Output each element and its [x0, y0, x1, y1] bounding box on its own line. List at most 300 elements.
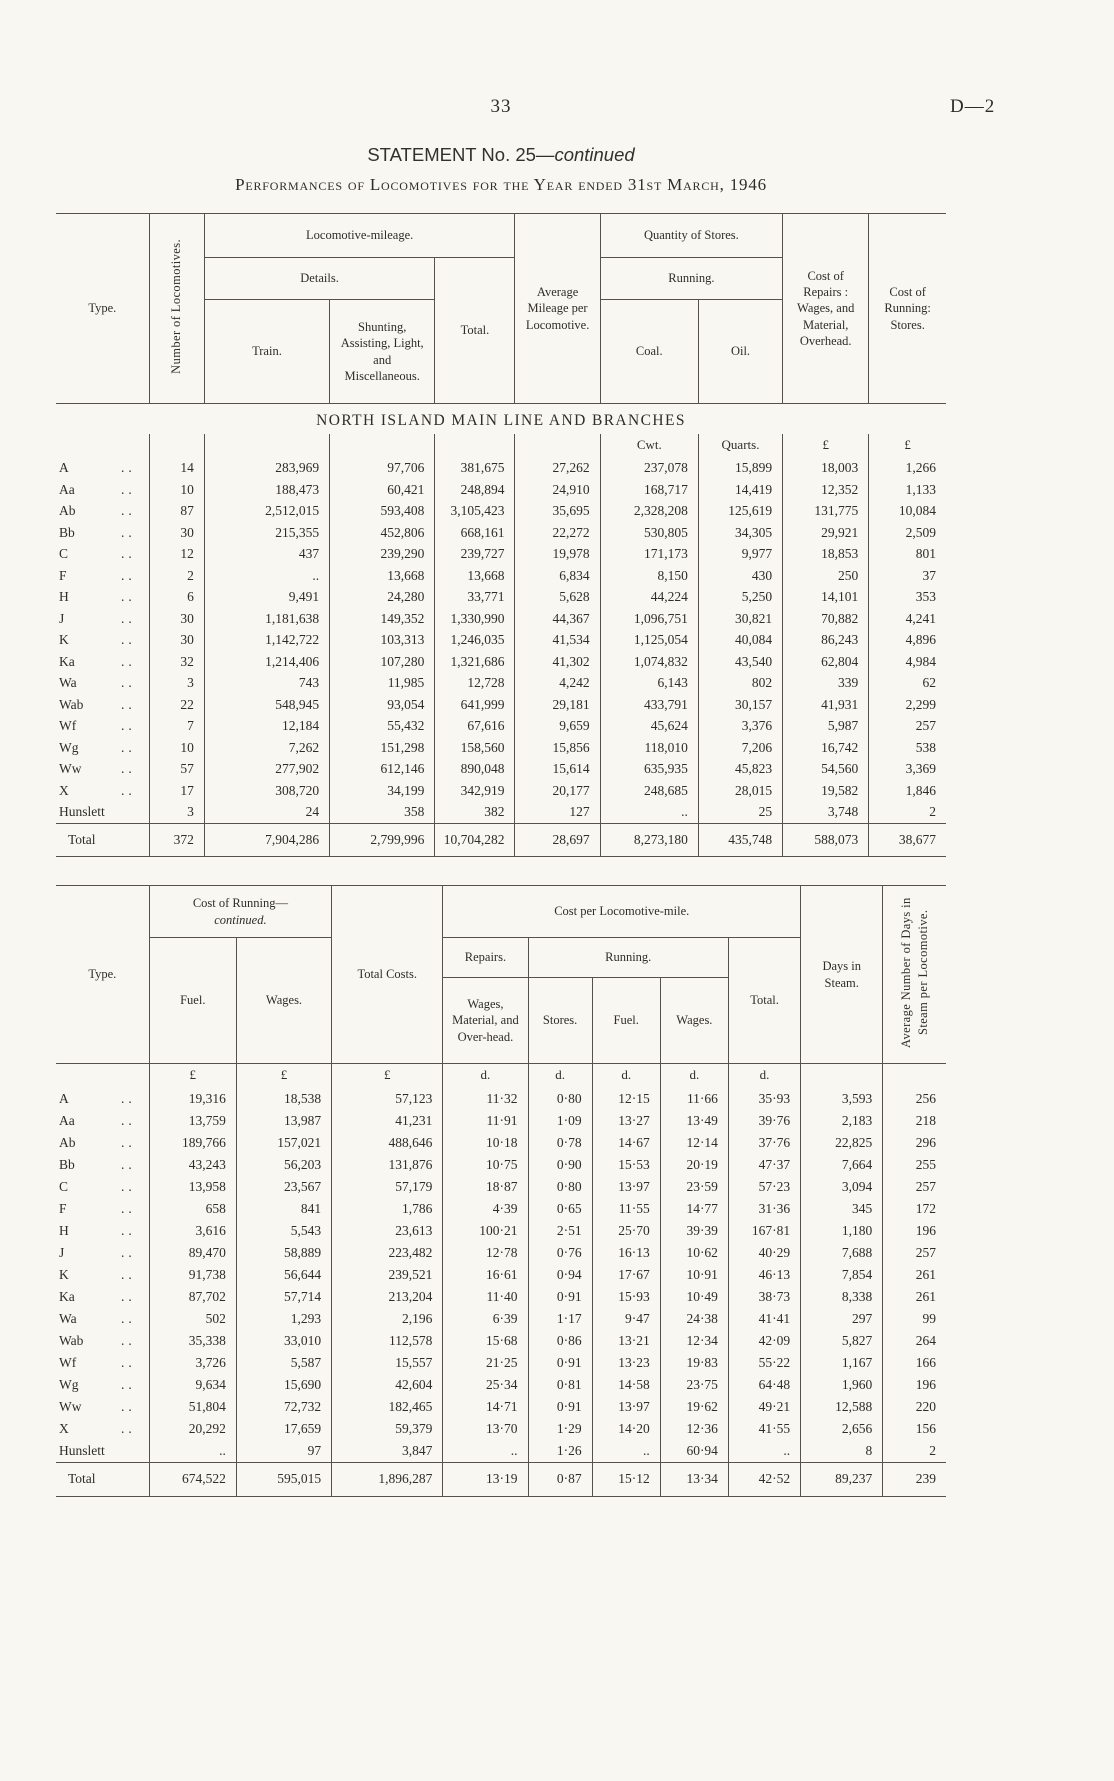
value-cell: 47·37 [728, 1154, 800, 1176]
leader-dots: .. [121, 696, 136, 712]
value-cell: 10 [149, 479, 204, 501]
section-header: NORTH ISLAND MAIN LINE AND BRANCHES [316, 412, 686, 429]
value-cell: 1,321,686 [435, 651, 515, 673]
table1-header [56, 214, 946, 404]
value-cell: 49·21 [728, 1396, 800, 1418]
value-cell: 435,748 [698, 823, 782, 857]
unit-cell [56, 1064, 149, 1089]
value-cell: 13·23 [592, 1352, 660, 1374]
type-label: Bb [59, 524, 75, 540]
value-cell: 12,184 [204, 715, 329, 737]
value-cell: 1,214,406 [204, 651, 329, 673]
value-cell: 60·94 [660, 1440, 728, 1463]
value-cell: 112,578 [332, 1330, 443, 1352]
type-label: Wab [59, 696, 84, 712]
value-cell: 40,084 [698, 629, 782, 651]
value-cell: 38·73 [728, 1286, 800, 1308]
type-label: X [59, 1421, 69, 1436]
value-cell: 10 [149, 737, 204, 759]
value-cell: 25·70 [592, 1220, 660, 1242]
type-label: X [59, 782, 69, 798]
table-row [56, 801, 946, 823]
col-header-number-of-locomotives [149, 214, 204, 404]
value-cell: 57,179 [332, 1176, 443, 1198]
table-row [56, 629, 946, 651]
value-cell: 437 [204, 543, 329, 565]
table2-body [56, 1088, 946, 1463]
value-cell: 12,728 [435, 672, 515, 694]
table-row [56, 780, 946, 802]
statement-title [56, 144, 946, 166]
value-cell: 57·23 [728, 1176, 800, 1198]
value-cell: 7,262 [204, 737, 329, 759]
value-cell: 595,015 [236, 1463, 331, 1497]
value-cell: 107,280 [330, 651, 435, 673]
table-row [56, 500, 946, 522]
value-cell: 0·65 [528, 1198, 592, 1220]
value-cell: 0·91 [528, 1352, 592, 1374]
type-cell [56, 823, 149, 857]
value-cell: 1,180 [801, 1220, 883, 1242]
value-cell: 7,664 [801, 1154, 883, 1176]
value-cell: 6,834 [515, 565, 600, 587]
table-row [56, 1286, 946, 1308]
unit-cell [204, 434, 329, 458]
leader-dots: .. [121, 1267, 136, 1282]
value-cell: 17 [149, 780, 204, 802]
value-cell: 2 [869, 801, 946, 823]
value-cell: 14·77 [660, 1198, 728, 1220]
value-cell: 0·76 [528, 1242, 592, 1264]
col-header-repairs-detail: Wages, Material, and Over-head. [443, 978, 528, 1064]
value-cell: 56,644 [236, 1264, 331, 1286]
value-cell: 658 [149, 1198, 236, 1220]
leader-dots: .. [121, 1333, 136, 1348]
leader-dots: .. [121, 481, 136, 497]
value-cell: 9,977 [698, 543, 782, 565]
type-label: A [59, 1091, 69, 1106]
type-label: Hunslett [59, 1443, 105, 1458]
value-cell: 35·93 [728, 1088, 800, 1110]
value-cell: 8,338 [801, 1286, 883, 1308]
value-cell: 21·25 [443, 1352, 528, 1374]
value-cell: 3,593 [801, 1088, 883, 1110]
value-cell: 19,978 [515, 543, 600, 565]
value-cell: 283,969 [204, 457, 329, 479]
value-cell: 488,646 [332, 1132, 443, 1154]
type-label: Total [68, 1471, 96, 1486]
value-cell: 4,242 [515, 672, 600, 694]
unit-cell [435, 434, 515, 458]
table-row [56, 737, 946, 759]
type-cell [56, 543, 149, 565]
type-label: K [59, 632, 69, 647]
value-cell: 1,293 [236, 1308, 331, 1330]
value-cell: 13·21 [592, 1330, 660, 1352]
col-group-details: Details. [204, 258, 435, 300]
value-cell: 14·71 [443, 1396, 528, 1418]
value-cell: 16,742 [783, 737, 869, 759]
value-cell: 27,262 [515, 457, 600, 479]
leader-dots: .. [121, 1421, 136, 1436]
type-label: Wab [59, 1333, 84, 1348]
value-cell: 635,935 [600, 758, 698, 780]
type-cell [56, 629, 149, 651]
value-cell: 14,419 [698, 479, 782, 501]
value-cell: 0·91 [528, 1396, 592, 1418]
type-label: C [59, 546, 69, 561]
leader-dots: .. [121, 632, 136, 647]
unit-repairs: £ [783, 434, 869, 458]
locomotive-performance-table-costs-days [56, 885, 946, 1497]
leader-dots: .. [121, 1289, 136, 1304]
value-cell: 20·19 [660, 1154, 728, 1176]
value-cell: 34,199 [330, 780, 435, 802]
unit-fuel: £ [149, 1064, 236, 1089]
value-cell: 99 [883, 1308, 946, 1330]
total-row [56, 1463, 946, 1497]
col-header-average-mileage: Average Mileage per Locomotive. [515, 214, 600, 404]
value-cell: 37 [869, 565, 946, 587]
table-row [56, 586, 946, 608]
type-cell [56, 565, 149, 587]
type-cell [56, 672, 149, 694]
col-group-cost-per-locomotive-mile: Cost per Locomotive-mile. [443, 886, 801, 938]
statement-title-main: STATEMENT No. 25— [367, 144, 555, 165]
value-cell: 19,316 [149, 1088, 236, 1110]
value-cell: 1,125,054 [600, 629, 698, 651]
value-cell: 0·94 [528, 1264, 592, 1286]
value-cell: 38,677 [869, 823, 946, 857]
value-cell: 250 [783, 565, 869, 587]
value-cell: 1·09 [528, 1110, 592, 1132]
value-cell: 502 [149, 1308, 236, 1330]
value-cell: 1,266 [869, 457, 946, 479]
unit-wages-d: d. [660, 1064, 728, 1089]
value-cell: 15·12 [592, 1463, 660, 1497]
value-cell: 339 [783, 672, 869, 694]
value-cell: 13·27 [592, 1110, 660, 1132]
value-cell: 6 [149, 586, 204, 608]
type-label: Hunslett [59, 804, 105, 819]
value-cell: 0·78 [528, 1132, 592, 1154]
value-cell: 13·19 [443, 1463, 528, 1497]
value-cell: 93,054 [330, 694, 435, 716]
col-header-average-days-in-steam [883, 886, 946, 1064]
table-row [56, 1220, 946, 1242]
value-cell: 18,538 [236, 1088, 331, 1110]
table-row [56, 715, 946, 737]
value-cell: 39·39 [660, 1220, 728, 1242]
value-cell: 2·51 [528, 1220, 592, 1242]
value-cell: 612,146 [330, 758, 435, 780]
value-cell: 4,984 [869, 651, 946, 673]
value-cell: 13,987 [236, 1110, 331, 1132]
col-header-train: Train. [204, 300, 329, 404]
value-cell: 261 [883, 1286, 946, 1308]
value-cell: 220 [883, 1396, 946, 1418]
value-cell: 1,330,990 [435, 608, 515, 630]
type-label: Wf [59, 718, 77, 733]
value-cell: 13,958 [149, 1176, 236, 1198]
value-cell: 103,313 [330, 629, 435, 651]
leader-dots: .. [121, 589, 136, 604]
value-cell: 15,856 [515, 737, 600, 759]
type-cell [56, 715, 149, 737]
type-cell [56, 1176, 149, 1198]
type-label: J [59, 1245, 65, 1260]
col-group-running-cost: Running. [528, 938, 728, 978]
value-cell: 255 [883, 1154, 946, 1176]
leader-dots: .. [121, 546, 136, 561]
col-header-type2: Type. [88, 967, 117, 982]
unit-cell [330, 434, 435, 458]
type-label: Ab [59, 1135, 76, 1150]
leader-dots: .. [121, 1377, 136, 1392]
value-cell: 12·15 [592, 1088, 660, 1110]
value-cell: 166 [883, 1352, 946, 1374]
value-cell: 1,096,751 [600, 608, 698, 630]
value-cell: 172 [883, 1198, 946, 1220]
value-cell: 381,675 [435, 457, 515, 479]
type-label: Wa [59, 675, 77, 690]
value-cell: 23·75 [660, 1374, 728, 1396]
col-header-cost-of-repairs: Cost of Repairs : Wages, and Material, Overhead. [783, 214, 869, 404]
col-header-shunting: Shunting, Assisting, Light, and Miscellaneous. [330, 300, 435, 404]
value-cell: 3 [149, 801, 204, 823]
table-row [56, 1440, 946, 1463]
value-cell: 264 [883, 1330, 946, 1352]
value-cell: 32 [149, 651, 204, 673]
value-cell: 1·29 [528, 1418, 592, 1440]
value-cell: 35,338 [149, 1330, 236, 1352]
value-cell: 239,521 [332, 1264, 443, 1286]
value-cell: 54,560 [783, 758, 869, 780]
value-cell: 97,706 [330, 457, 435, 479]
type-label: Aa [59, 1113, 75, 1128]
unit-total-costs: £ [332, 1064, 443, 1089]
value-cell: 10,084 [869, 500, 946, 522]
value-cell: 0·90 [528, 1154, 592, 1176]
value-cell: 196 [883, 1220, 946, 1242]
value-cell: 3,616 [149, 1220, 236, 1242]
value-cell: 89,470 [149, 1242, 236, 1264]
value-cell: 1,846 [869, 780, 946, 802]
value-cell: 593,408 [330, 500, 435, 522]
value-cell: 8 [801, 1440, 883, 1463]
value-cell: 13,668 [435, 565, 515, 587]
value-cell: 358 [330, 801, 435, 823]
unit-repairs-d: d. [443, 1064, 528, 1089]
value-cell: 257 [883, 1242, 946, 1264]
unit-cell [515, 434, 600, 458]
type-label: H [59, 589, 69, 604]
value-cell: 0·86 [528, 1330, 592, 1352]
value-cell: 57,123 [332, 1088, 443, 1110]
leader-dots: .. [121, 1399, 136, 1414]
table-row [56, 522, 946, 544]
value-cell: 33,771 [435, 586, 515, 608]
value-cell: 156 [883, 1418, 946, 1440]
value-cell: 5,543 [236, 1220, 331, 1242]
table-row [56, 1088, 946, 1110]
value-cell: 7,904,286 [204, 823, 329, 857]
value-cell: 97 [236, 1440, 331, 1463]
unit-cell [56, 434, 149, 458]
value-cell: 13,759 [149, 1110, 236, 1132]
value-cell: 3,376 [698, 715, 782, 737]
value-cell: 56,203 [236, 1154, 331, 1176]
value-cell: 41,302 [515, 651, 600, 673]
col-group-locomotive-mileage: Locomotive-mileage. [204, 214, 515, 258]
value-cell: 641,999 [435, 694, 515, 716]
value-cell: 18,853 [783, 543, 869, 565]
value-cell: 60,421 [330, 479, 435, 501]
table-row [56, 1308, 946, 1330]
col-group-running-stores: Running. [600, 258, 782, 300]
value-cell: 4,241 [869, 608, 946, 630]
value-cell: 86,243 [783, 629, 869, 651]
value-cell: 24·38 [660, 1308, 728, 1330]
value-cell: 6·39 [443, 1308, 528, 1330]
value-cell: 41·55 [728, 1418, 800, 1440]
table-row [56, 1176, 946, 1198]
leader-dots: .. [121, 1311, 136, 1326]
value-cell: 22,825 [801, 1132, 883, 1154]
value-cell: 2 [883, 1440, 946, 1463]
value-cell: .. [149, 1440, 236, 1463]
page-reference: D—2 [950, 96, 996, 117]
value-cell: 30,157 [698, 694, 782, 716]
type-cell [56, 651, 149, 673]
type-cell [56, 586, 149, 608]
type-cell [56, 1463, 149, 1497]
col-header-wages: Wages. [236, 938, 331, 1064]
type-cell [56, 1088, 149, 1110]
value-cell: 3,726 [149, 1352, 236, 1374]
value-cell: 239,727 [435, 543, 515, 565]
value-cell: 62 [869, 672, 946, 694]
page-header [0, 0, 1114, 118]
value-cell: 13·97 [592, 1176, 660, 1198]
value-cell: 23,613 [332, 1220, 443, 1242]
value-cell: 15,690 [236, 1374, 331, 1396]
value-cell: 131,775 [783, 500, 869, 522]
leader-dots: .. [121, 739, 136, 755]
section-header-row [56, 404, 946, 434]
value-cell: 15,557 [332, 1352, 443, 1374]
value-cell: 248,685 [600, 780, 698, 802]
type-cell [56, 1374, 149, 1396]
value-cell: 1·26 [528, 1440, 592, 1463]
value-cell: 3,748 [783, 801, 869, 823]
table1-totals [56, 823, 946, 857]
value-cell: .. [443, 1440, 528, 1463]
leader-dots: .. [121, 653, 136, 669]
value-cell: 14 [149, 457, 204, 479]
leader-dots: .. [121, 782, 136, 798]
type-cell [56, 500, 149, 522]
col-header-fuel: Fuel. [149, 938, 236, 1064]
value-cell: 28,015 [698, 780, 782, 802]
value-cell: 10·49 [660, 1286, 728, 1308]
value-cell: 55,432 [330, 715, 435, 737]
value-cell: 62,804 [783, 651, 869, 673]
type-cell [56, 801, 149, 823]
type-label: Ka [59, 653, 75, 669]
value-cell: 7,206 [698, 737, 782, 759]
value-cell: 13·97 [592, 1396, 660, 1418]
cost-of-running-continued-label: Cost of Running— [192, 896, 288, 911]
table-row [56, 565, 946, 587]
table-row [56, 1374, 946, 1396]
type-cell [56, 1418, 149, 1440]
type-cell [56, 1396, 149, 1418]
value-cell: 2,196 [332, 1308, 443, 1330]
value-cell: 14·58 [592, 1374, 660, 1396]
value-cell: 20,177 [515, 780, 600, 802]
type-cell [56, 1440, 149, 1463]
unit-running: £ [869, 434, 946, 458]
value-cell: 57,714 [236, 1286, 331, 1308]
value-cell: .. [204, 565, 329, 587]
table-row [56, 1264, 946, 1286]
type-label: Wg [59, 1377, 79, 1392]
value-cell: 29,181 [515, 694, 600, 716]
value-cell: 4·39 [443, 1198, 528, 1220]
value-cell: 29,921 [783, 522, 869, 544]
value-cell: 11·91 [443, 1110, 528, 1132]
value-cell: 10·91 [660, 1264, 728, 1286]
value-cell: 35,695 [515, 500, 600, 522]
col-header-total-costs: Total Costs. [332, 886, 443, 1064]
value-cell: 34,305 [698, 522, 782, 544]
total-row [56, 823, 946, 857]
value-cell: 345 [801, 1198, 883, 1220]
value-cell: 42·52 [728, 1463, 800, 1497]
type-cell [56, 758, 149, 780]
value-cell: 18·87 [443, 1176, 528, 1198]
type-label: F [59, 567, 67, 583]
value-cell: 14,101 [783, 586, 869, 608]
value-cell: 91,738 [149, 1264, 236, 1286]
value-cell: 43,540 [698, 651, 782, 673]
value-cell: 12·34 [660, 1330, 728, 1352]
value-cell: 1,142,722 [204, 629, 329, 651]
table-row [56, 1330, 946, 1352]
value-cell: 6,143 [600, 672, 698, 694]
type-cell [56, 457, 149, 479]
col-header-days-in-steam: Days in Steam. [801, 886, 883, 1064]
type-label: Ww [59, 1399, 82, 1414]
unit-cell [801, 1064, 883, 1089]
leader-dots: .. [121, 524, 136, 540]
leader-dots: .. [121, 1135, 136, 1150]
type-label: Ka [59, 1289, 75, 1304]
value-cell: 841 [236, 1198, 331, 1220]
type-label: Ab [59, 503, 76, 518]
value-cell: 19·83 [660, 1352, 728, 1374]
value-cell: 218 [883, 1110, 946, 1132]
value-cell: 4,896 [869, 629, 946, 651]
value-cell: 223,482 [332, 1242, 443, 1264]
value-cell: 15·93 [592, 1286, 660, 1308]
value-cell: 149,352 [330, 608, 435, 630]
leader-dots: .. [121, 1201, 136, 1216]
value-cell: 30 [149, 522, 204, 544]
value-cell: 51,804 [149, 1396, 236, 1418]
type-cell [56, 1242, 149, 1264]
